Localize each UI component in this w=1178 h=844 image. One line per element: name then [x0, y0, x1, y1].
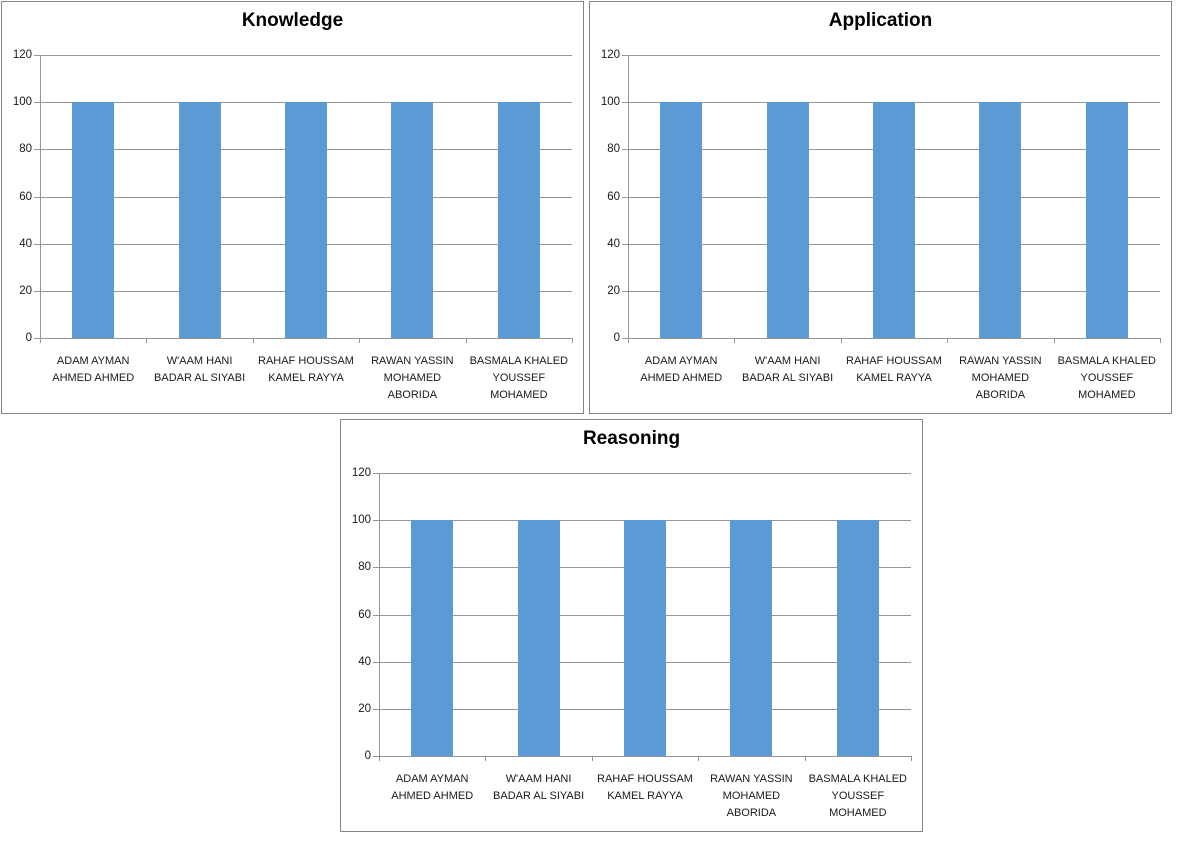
x-category-label-line: ABORIDA — [387, 389, 438, 401]
x-axis-tick — [734, 338, 735, 343]
y-tick-label: 20 — [607, 284, 620, 297]
bar — [1086, 102, 1128, 338]
bar — [979, 102, 1021, 338]
y-tick-label: 80 — [358, 561, 371, 574]
x-category-label-line: KAMEL RAYYA — [268, 372, 344, 384]
x-axis-tick — [572, 338, 573, 343]
y-tick-label: 120 — [351, 467, 371, 479]
y-tick-label: 80 — [19, 143, 32, 156]
chart-reasoning — [340, 419, 923, 832]
x-category-label-line: ABORIDA — [726, 807, 777, 819]
x-category-label-line: MOHAMED — [383, 372, 442, 384]
x-category-label-line: RAHAF HOUSSAM — [597, 773, 693, 785]
x-category-label-line: AHMED AHMED — [52, 372, 135, 384]
y-axis-line — [40, 55, 41, 343]
y-axis-line — [628, 55, 629, 343]
x-category-label-line: RAWAN YASSIN — [959, 355, 1042, 367]
x-category-label-line: RAHAF HOUSSAM — [258, 355, 354, 367]
chart-application — [589, 1, 1172, 414]
y-tick-label: 20 — [358, 702, 371, 715]
x-axis-line — [40, 338, 573, 339]
bar — [411, 520, 453, 756]
x-category-label-line: MOHAMED — [1078, 389, 1136, 401]
x-category-label — [1045, 353, 1169, 404]
y-tick-label: 0 — [613, 332, 620, 344]
x-category-label-line: ADAM AYMAN — [56, 355, 130, 367]
gridline — [379, 473, 911, 474]
x-category-label-line: W'AAM HANI — [754, 355, 821, 367]
x-axis-tick — [1160, 338, 1161, 343]
x-category-label-line: RAWAN YASSIN — [371, 355, 454, 367]
y-tick-label: 0 — [25, 332, 32, 344]
x-axis-tick — [485, 756, 486, 761]
x-axis-tick — [628, 338, 629, 343]
x-axis-line — [379, 756, 912, 757]
y-tick-label: 80 — [607, 143, 620, 156]
x-axis-tick — [805, 756, 806, 761]
x-axis-tick — [911, 756, 912, 761]
y-tick-label: 60 — [607, 190, 620, 203]
y-tick-label: 100 — [600, 96, 620, 109]
x-category-label-line: RAHAF HOUSSAM — [846, 355, 942, 367]
y-tick-label: 0 — [364, 750, 371, 762]
bar — [837, 520, 879, 756]
y-tick-label: 120 — [600, 49, 620, 61]
x-category-label — [457, 353, 581, 404]
x-axis-tick — [40, 338, 41, 343]
x-category-label-line: ADAM AYMAN — [395, 773, 469, 785]
bar — [873, 102, 915, 338]
bar — [730, 520, 772, 756]
x-category-label-line: YOUSSEF — [492, 372, 546, 384]
x-axis-tick — [146, 338, 147, 343]
chart-title: Knowledge — [241, 10, 344, 31]
y-tick-label: 100 — [12, 96, 32, 109]
y-tick-label: 60 — [19, 190, 32, 203]
x-axis-tick — [379, 756, 380, 761]
x-axis-tick — [698, 756, 699, 761]
y-tick-label: 120 — [12, 49, 32, 61]
bar — [767, 102, 809, 338]
bar — [660, 102, 702, 338]
x-category-label-line: MOHAMED — [722, 790, 781, 802]
x-category-label — [796, 771, 920, 822]
x-category-label-line: W'AAM HANI — [166, 355, 233, 367]
y-tick-label: 60 — [358, 608, 371, 621]
x-category-label-line: KAMEL RAYYA — [607, 790, 683, 802]
chart-title: Reasoning — [582, 428, 681, 449]
x-category-label-line: BASMALA KHALED — [469, 355, 568, 367]
y-tick-label: 40 — [19, 237, 32, 250]
x-category-label-line: BADAR AL SIYABI — [154, 372, 246, 384]
x-axis-tick — [841, 338, 842, 343]
x-category-label-line: W'AAM HANI — [505, 773, 572, 785]
x-category-label-line: MOHAMED — [971, 372, 1030, 384]
bar — [285, 102, 327, 338]
bar — [498, 102, 540, 338]
bar — [624, 520, 666, 756]
x-category-label-line: KAMEL RAYYA — [856, 372, 932, 384]
x-category-label-line: ADAM AYMAN — [644, 355, 718, 367]
chart-title: Application — [828, 10, 933, 31]
x-category-label-line: YOUSSEF — [1080, 372, 1134, 384]
x-axis-tick — [466, 338, 467, 343]
chart-knowledge — [1, 1, 584, 414]
x-axis-tick — [947, 338, 948, 343]
y-axis-line — [379, 473, 380, 761]
x-axis-tick — [253, 338, 254, 343]
bar — [179, 102, 221, 338]
y-tick-label: 100 — [351, 514, 371, 527]
y-tick-label: 40 — [358, 655, 371, 668]
x-category-label-line: ABORIDA — [975, 389, 1026, 401]
x-category-label-line: MOHAMED — [490, 389, 548, 401]
bar — [72, 102, 114, 338]
x-category-label-line: RAWAN YASSIN — [710, 773, 793, 785]
x-axis-tick — [1054, 338, 1055, 343]
x-category-label-line: BASMALA KHALED — [808, 773, 907, 785]
x-category-label-line: BASMALA KHALED — [1057, 355, 1156, 367]
y-tick-label: 20 — [19, 284, 32, 297]
bar — [391, 102, 433, 338]
x-category-label-line: MOHAMED — [829, 807, 887, 819]
x-axis-line — [628, 338, 1161, 339]
bar — [518, 520, 560, 756]
x-category-label-line: BADAR AL SIYABI — [493, 790, 585, 802]
x-category-label-line: BADAR AL SIYABI — [742, 372, 834, 384]
gridline — [628, 55, 1160, 56]
x-category-label-line: AHMED AHMED — [640, 372, 723, 384]
x-axis-tick — [359, 338, 360, 343]
gridline — [40, 55, 572, 56]
x-category-label-line: YOUSSEF — [831, 790, 885, 802]
y-tick-label: 40 — [607, 237, 620, 250]
x-axis-tick — [592, 756, 593, 761]
x-category-label-line: AHMED AHMED — [391, 790, 474, 802]
